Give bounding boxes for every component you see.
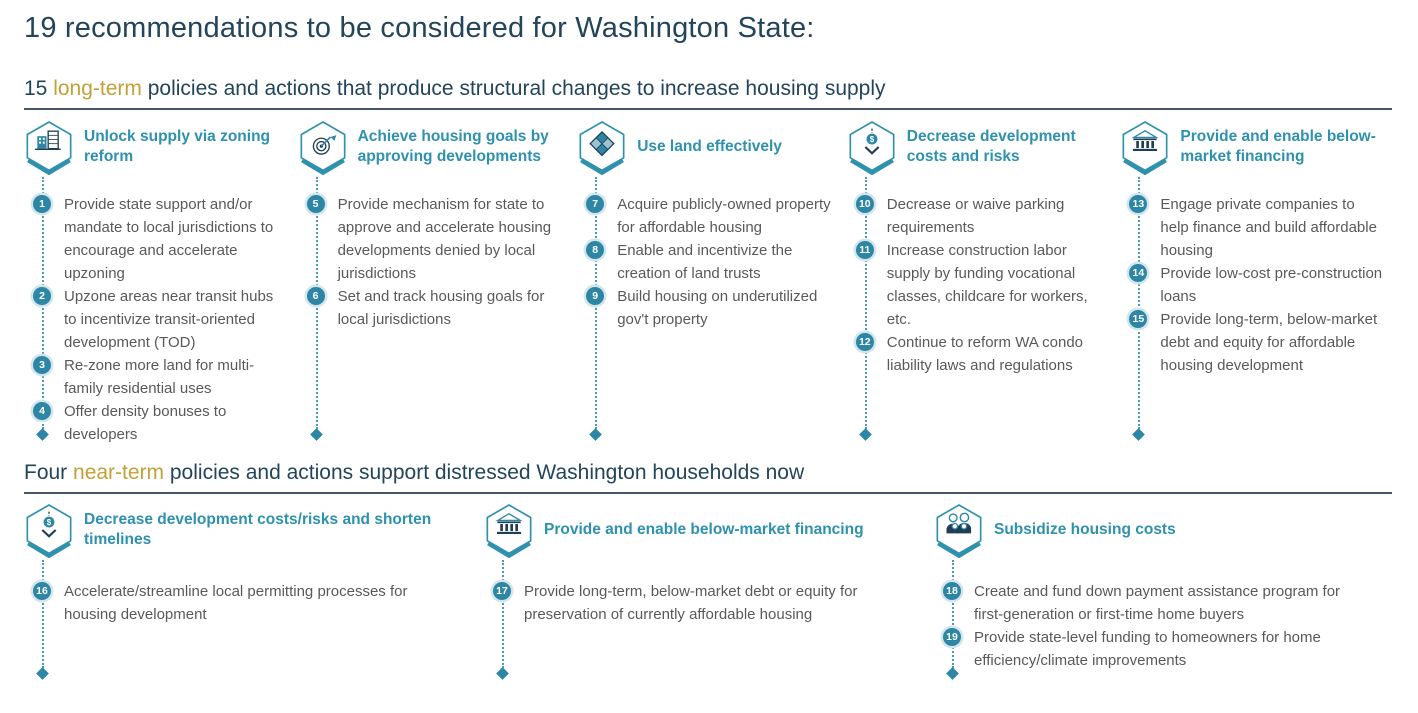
bank-icon (484, 500, 534, 560)
recommendation-item (484, 580, 934, 626)
recommendation-item (1120, 262, 1392, 308)
near-term-columns (24, 498, 1392, 682)
recommendation-item (577, 285, 847, 331)
city-buildings-icon (24, 117, 74, 177)
heading-suffix: policies and actions support distressed Washington households now (164, 461, 805, 484)
family-icon (934, 500, 984, 560)
heading-highlight: long-term (53, 77, 142, 100)
item-number-badge: 1 (33, 195, 51, 213)
item-text: Build housing on underutilized gov't property (617, 288, 818, 328)
item-number-badge: 17 (493, 582, 511, 600)
recommendation-item (1120, 193, 1392, 262)
column-title: Decrease development costs/risks and shorten timelines (84, 511, 432, 548)
dollar-down-icon (847, 117, 897, 177)
item-number-badge: 12 (856, 333, 874, 351)
column-title: Subsidize housing costs (994, 521, 1176, 538)
recommendation-item (847, 193, 1121, 239)
column-subsidize-housing (934, 498, 1392, 682)
item-number-badge: 6 (307, 287, 325, 305)
item-text: Increase construction labor supply by funding vocational classes, childcare for workers, etc. (886, 242, 1088, 328)
item-text: Decrease or waive parking requirements (886, 196, 1065, 236)
item-number-badge: 7 (586, 195, 604, 213)
item-text: Acquire publicly-owned property for affordable housing (617, 196, 831, 236)
section-heading-near-term (24, 461, 1392, 494)
item-text: Provide state-level funding to homeowners for home efficiency/climate improvements (974, 629, 1321, 669)
item-text: Engage private companies to help finance and build affordable housing (1160, 196, 1377, 259)
target-arrow-icon (298, 117, 348, 177)
column-decrease-costs-near-term (24, 498, 484, 682)
recommendation-item (847, 331, 1121, 377)
column-title: Decrease development costs and risks (906, 128, 1076, 165)
item-text: Provide long-term, below-market debt or equity for preservation of currently affordable housing (524, 583, 858, 623)
column-title: Use land effectively (637, 138, 782, 155)
line-end-diamond (310, 428, 323, 441)
bank-icon (1120, 117, 1170, 177)
item-text: Upzone areas near transit hubs to incentivize transit-oriented development (TOD) (64, 288, 274, 351)
item-text: Accelerate/streamline local permitting processes for housing development (64, 583, 408, 623)
item-text: Offer density bonuses to developers (64, 403, 227, 443)
column-zoning-reform (24, 115, 298, 445)
item-number-badge: 15 (1129, 310, 1147, 328)
item-number-badge: 9 (586, 287, 604, 305)
recommendation-item (24, 193, 298, 285)
item-number-badge: 2 (33, 287, 51, 305)
page-title: 19 recommendations to be considered for Washington State: (24, 12, 815, 44)
column-title: Provide and enable below-market financing (544, 521, 864, 538)
heading-prefix: Four (24, 461, 74, 484)
recommendation-item (298, 193, 578, 285)
item-text: Re-zone more land for multi-family residential uses (64, 357, 255, 397)
recommendation-item (577, 239, 847, 285)
item-number-badge: 8 (586, 241, 604, 259)
item-number-badge: 3 (33, 356, 51, 374)
heading-highlight: near-term (73, 461, 165, 484)
item-text: Provide mechanism for state to approve and accelerate housing developments denied by local jurisdictions (337, 196, 552, 282)
heading-prefix: 15 (24, 77, 54, 100)
item-text: Provide long-term, below-market debt and equity for affordable housing development (1160, 311, 1378, 374)
item-number-badge: 4 (33, 402, 51, 420)
dollar-down-icon (24, 500, 74, 560)
line-end-diamond (496, 667, 509, 680)
recommendation-item (934, 580, 1392, 626)
recommendation-item (577, 193, 847, 239)
item-text: Continue to reform WA condo liability laws and regulations (886, 334, 1084, 374)
item-number-badge: 19 (943, 628, 961, 646)
column-below-market-financing (1120, 115, 1392, 445)
recommendation-item (24, 354, 298, 400)
column-title: Achieve housing goals by approving developments (357, 128, 549, 165)
recommendation-item (934, 626, 1392, 672)
heading-suffix: policies and actions that produce structural changes to increase housing supply (141, 77, 886, 100)
line-end-diamond (36, 667, 49, 680)
item-text: Provide low-cost pre-construction loans (1160, 265, 1383, 305)
item-text: Enable and incentivize the creation of land trusts (617, 242, 793, 282)
item-number-badge: 18 (943, 582, 961, 600)
recommendation-item (24, 580, 484, 626)
column-use-land (577, 115, 847, 445)
line-end-diamond (1133, 428, 1146, 441)
item-text: Create and fund down payment assistance program for first-generation or first-time home buyers (974, 583, 1341, 623)
column-decrease-costs (847, 115, 1121, 445)
item-text: Provide state support and/or mandate to local jurisdictions to encourage and accelerate upzoning (64, 196, 274, 282)
column-approve-developments (298, 115, 578, 445)
section-heading-long-term (24, 77, 1392, 110)
item-number-badge: 16 (33, 582, 51, 600)
recommendation-item (24, 285, 298, 354)
recommendation-item (24, 400, 298, 446)
item-number-badge: 14 (1129, 264, 1147, 282)
item-text: Set and track housing goals for local jurisdictions (337, 288, 545, 328)
item-number-badge: 11 (856, 241, 874, 259)
column-title: Unlock supply via zoning reform (84, 128, 271, 165)
land-parcel-icon (577, 117, 627, 177)
long-term-columns (24, 115, 1392, 445)
line-end-diamond (859, 428, 872, 441)
item-number-badge: 5 (307, 195, 325, 213)
recommendation-item (847, 239, 1121, 331)
item-number-badge: 10 (856, 195, 874, 213)
column-below-market-financing-near-term (484, 498, 934, 682)
recommendation-item (1120, 308, 1392, 377)
line-end-diamond (589, 428, 602, 441)
recommendation-item (298, 285, 578, 331)
item-number-badge: 13 (1129, 195, 1147, 213)
column-title: Provide and enable below-market financing (1180, 128, 1376, 165)
